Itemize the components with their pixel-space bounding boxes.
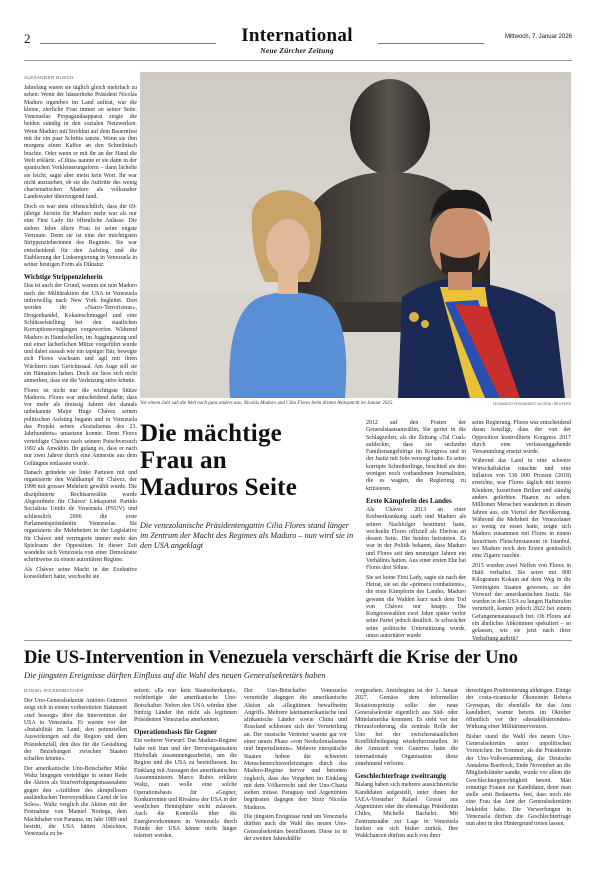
paragraph: Als Chávez 2013 an einer Krebserkrankung starb und Maduro als seinen Nachfolger bestimmt hatte, wechselte Flores offiziell als Ehefrau an dessen Seite. Die beiden heirateten. Es war in der Politik bekannt, dass Maduro und Flores seit den neunziger Jahren ein Verhältnis hatten. Aus einer ersten Ehe hat Flores drei Söhne. bbox=[366, 506, 466, 572]
masthead-rule-right bbox=[378, 43, 484, 44]
story2-column-5 bbox=[466, 688, 571, 848]
masthead-bottom-rule bbox=[24, 60, 572, 61]
section-title: International bbox=[241, 25, 353, 46]
story2-column-1 bbox=[24, 698, 127, 848]
story2-author: DANIEL RICKENBACHER bbox=[24, 688, 84, 693]
story2-teaser: Die jüngsten Ereignisse dürften Einfluss auf die Wahl des neuen Generalsekretärs haben bbox=[24, 670, 326, 680]
story1-headline: Die mächtige Frau an Maduros Seite bbox=[140, 420, 297, 501]
paragraph: Während das Land in eine schwere Wirtschaftskrise rutschte und eine Inflation von 130 000 Prozent (2018) erreichte, war Flores täglich mit teuren Kleidern, luxuriösen Brillen und ständig anders gefärbten Haaren zu sehen. Millionen Menschen wanderten in diesen Jahren aus, ein Viertel der Bevölkerung. Während die Mehrheit der Venezolaner so wenig zu essen hatte, zeigte sich Maduro zusammen mit Flores in einem luxuriösen Fleischrestaurant in Istanbul, wo Maduro noch den Ersten genüsslich eine Zigarre rauchte. bbox=[472, 458, 571, 560]
paragraph: Der Uno-Generalsekretär António Guterres zeigt sich in einem vorbereiteten Statement «tief besorgt» über die Intervention der USA in Venezuela. Er warnte vor der «Instabilität im Land, den potenziellen Auswirkungen auf die Region und dem Präzedenzfall, den dies für die Gestaltung der Beziehungen zwischen Staaten schaffen könnte». bbox=[24, 698, 127, 763]
newspaper-logo: Neue Zürcher Zeitung bbox=[260, 46, 334, 55]
subheading: Wichtige Strippenzieherin bbox=[24, 273, 103, 282]
issue-date: Mittwoch, 7. Januar 2026 bbox=[504, 34, 572, 40]
paragraph: setzen. «Es war kein Staatsoberhaupt», rechtfertigte der amerikanische Uno-Botschafter. Neben den USA würden über fünfzig Länder ihn nicht als legitimen Präsidenten Venezuelas anerkennen. bbox=[134, 688, 237, 724]
paragraph: Die jüngsten Ereignisse rund um Venezuela dürften auch die Wahl des neuen Uno-Generalsekretärs beeinflussen. Diese ist in der zweiten Jahreshälfte bbox=[244, 814, 347, 842]
page-number: 2 bbox=[24, 31, 31, 46]
paragraph: Doch es war stets offensichtlich, dass die 69-jährige Juristin für Maduro mehr war als nur eine First Lady für öffentliche Anlässe. Die sieben Jahre ältere Frau ist seine engste Vertraute. Denn sie ist eine der mächtigsten Strippenzieherinnen des Regimes. Sie war entscheidend für den Aufstieg und die Etablierung der Linksregierung in Venezuela in seiner heutigen Form als Diktatur. bbox=[24, 203, 137, 269]
story1-column-3 bbox=[366, 420, 466, 638]
paragraph: Flores ist nicht nur die wichtigste Stütze Maduros. Flores war entscheidend dafür, dass vor mehr als dreissig Jahren der damals unbekannte Major Hugo Chávez seinen politischen Aufstieg begann und in Venezuela das Projekt seines «Sozialismus des 21. Jahrhunderts» umsetzen konnte. Denn Flores verteidigte Chávez nach seinem Putschversuch 1992 als Anwältin. Ihr gelang es, dass er nach nur zwei Jahren durch eine Amnestie aus dem Gefängnis entlassen wurde. bbox=[24, 387, 137, 467]
subheading: Geschlechterfrage zweitrangig bbox=[355, 772, 447, 781]
paragraph: Als Chávez seine Macht in der Exekutive konsolidiert hatte, wechselte sie bbox=[24, 566, 137, 580]
story2-column-4 bbox=[355, 688, 458, 848]
story1-photo bbox=[140, 72, 571, 398]
paragraph: Jahrelang waren sie täglich gleich mehrfach zu sehen: Wenn der häuserhohe Präsident Nicolás Maduro irgendwo im Land auftrat, war die kleine, zierliche Frau immer an seiner Seite. Venezuelas Propagandaapparat zeigte die beiden ständig in den sozialen Netzwerken. Wenn Maduro mit Strohhut auf dem Bauernfest mit ihr ein paar Schritte tanzte. Wenn sie ihm morgens einen Kaffee an den Schreibtisch brachte. Oder wenn er mit ihr an der Hand die Welt erklärte. «Cilita» nannte er sie dann in der spanischen Verkleinerungsform – dann lächelte sie leicht, sagte aber meist kein Wort. Ihr war nicht anzusehen, ob sie die Auftritte des wenig charismatischen Maduro als volksnaher Landesvater überzeugend fand. bbox=[24, 85, 137, 201]
story-divider bbox=[24, 640, 572, 641]
paragraph: 2012 auf den Posten der Generalstaatsanwältin. Sie geriet in die Schlagzeilen, als die Zeitung «Tal Cual» aufdeckte, dass sie sechzehn Familienangehörige im Kongress und in der Justiz mit Jobs versorgt hatte. Es seien korrupte Schreiberlinge, beschied sie den wenigen noch vorhandenen Journalisten, die es wagten, die Regierung zu kritisieren. bbox=[366, 420, 466, 492]
masthead bbox=[0, 0, 594, 58]
masthead-rule-left bbox=[40, 43, 216, 44]
paragraph: Das ist auch der Grund, warum sie nun Maduro nach der Militäraktion der USA in Venezuela unfreiwillig nach New York begleitet. Dort werden ihr «Narco-Terrorismus», Drogenhandel, Kokainschmuggel und eine Schlüsselstellung bei den staatlichen Korruptionsvorgängen vorgeworfen. Während Maduro in Handschellen, im Jogginganzug und mit einer lächerlichen Mütze vorgeführt wurde und dabei aussah wie ein tapsiger Bär, bewegte sich Flores wachsam und agil mit ihren Wächtern zum Gerichtssaal. Am Auge soll sie ein Hämatom haben. Doch sie liess sich nicht anmerken, dass sie die Verletzung störe könnte. bbox=[24, 283, 137, 385]
subheading: Operationsbasis für Gegner bbox=[134, 728, 218, 737]
paragraph: Bislang haben sich mehrere aussichtsreiche Kandidaten aufgestellt, unter ihnen der IAEA-Vorsteher Rafael Grossi aus Argentinien oder die ehemalige Präsidentin Chiles, Michelle Bachelet. Mit Zentrumsnähe zur Lage in Venezuela hielten sie sich bisher zurück. Ihre Wahlchancen dürften auch von ihrer bbox=[355, 782, 458, 840]
story1-column-4 bbox=[472, 420, 571, 642]
story2-headline: Die US-Intervention in Venezuela verschärft die Krise der Uno bbox=[24, 648, 518, 668]
maduro-flores-photo bbox=[140, 72, 571, 398]
paragraph: 2015 wurden zwei Neffen von Flores in Haiti verhaftet. Sie seien mit 800 Kilogramm Kokain auf dem Weg in die Vereinigten Staaten gewesen, so der Vorwurf der amerikanischen Justiz. Sie wurden in den USA zu langen Haftstrafen verurteilt, kamen jedoch 2022 bei einem Gefangenenaustausch frei. Ob Flores auf ein ähnliches Abkommen spekuliert – so gelassen, wie sie jetzt nach ihrer Verhaftung auftritt? bbox=[472, 562, 571, 642]
subheading: Erste Kämpferin des Landes bbox=[366, 496, 452, 505]
story1-teaser: Die venezolanische Präsidentengattin Cilia Flores stand länger im Zentrum der Macht des Regimes als Maduro – nun wird sie in den USA angeklagt bbox=[140, 521, 354, 550]
paragraph: Der Uno-Botschafter Venezuelas verurteilte dagegen die amerikanische Aktion als «illegitimen bewaffneten Angriff». Mehrere lateinamerikanische und afrikanische Länder sowie China und Russland schlossen sich der Verurteilung an. Der russische Vertreter warnte gar vor einer neuen Phase «von Neokolonialismus und Imperialismus». Mehrere europäische Staaten hoben die schweren Menschenrechtsverletzungen durch das Maduro-Regime hervor und betonten zugleich, dass das Vorgehen im Einklang mit dem Völkerrecht und der Uno-Charta stehen müsse. Paraguay und Argentinien begrüssten dagegen den Sturz Nicolás Maduros. bbox=[244, 688, 347, 811]
photo-caption: Vor einem Jahr sah die Welt noch ganz anders aus: Nicolás Maduro und Cilia Flores beim dritten Amtsantritt im Januar 2025. bbox=[140, 401, 394, 406]
story2-column-3 bbox=[244, 688, 347, 848]
paragraph: seine Regierung. Flores war entscheidend daran beteiligt, dass der von der Opposition kontrollierte Kongress 2017 durch eine verfassunggebende Versammlung ersetzt wurde. bbox=[472, 420, 571, 456]
paragraph: Bisher stand die Wahl des neuen Uno-Generalsekretärs unter unpolitischen Vorzeichen. Im Sommer, als die Präsidentin der Uno-Vollversammlung, die Deutsche Annalena Baerbock, Ende November an die Mitgliedsländer sandte, wurde vor allem die Geschlechtergerechtigkeit betont. Man ermutige Frauen zur Kandidatur, denn man stelle «mit Bedauern» fest, dass noch nie eine Frau das Amt der Generalsekretärin bekleidet habe. Die Verwerfungen in Venezuela dürften die Geschlechterfrage nun aber in den Hintergrund treten lassen. bbox=[466, 733, 571, 828]
paragraph: vorgesehen. Amtsbeginn ist der 1. Januar 2027. Gemäss dem informellen Rotationsprinzip sollte der neue Generalsekretär eigentlich aus Süd- oder Mittelamerika kommen. Es sieht vor der Herausforderung, die zentrale Rolle der Uno bei der zwischenstaatlichen Konfliktbeilegung wiederherzustellen. In der Amtszeit von Guterres hatte die internationale Organisation diese zunehmend verloren. bbox=[355, 688, 458, 767]
story1-author: ALEXANDER BUSCH bbox=[24, 75, 74, 80]
photo-credit: LEONARDO FERNÁNDEZ VILORIA / REUTERS bbox=[492, 402, 571, 406]
paragraph: derzeitigen Positionierung abhängen. Einige der costa-ricanische Ökonomin Rebeca Grynspan, die ebenfalls für das Amt kandidiert, warnte bereits im Oktober öffentlich vor der «destabilisierenden» Wirkung einer Militärintervention. bbox=[466, 688, 571, 731]
paragraph: Ein weiterer Vorwurf: Das Maduro-Regime habe mit Iran und der Terrororganisation Hizbullah zusammengearbeitet, um die Region und die USA zu beeinflussen. Im Einklang mit Aussagen des amerikanischen Aussenministers Marco Rubio erklärte Waltz, man wolle eine solche Operationsbasis für «Gegner, Konkurrenten und Rivalen» der USA in der westlichen Hemisphäre nicht zulassen. Auch die Kontrolle über die Energievorkommen in Venezuela durch Feinde der USA könne nicht länger toleriert werden. bbox=[134, 738, 237, 840]
paragraph: Danach gründete sie linke Parteien mit und organisierte den Wahlkampf für Chávez, der 1998 mit grosser Mehrheit gewählt wurde. Die disziplinierte Rechtsanwältin wurde Abgeordnete für Chávez' Linkspartei Partido Socialista Unido de Venezuela (PSUV) und schliesslich 2006 die erste Parlamentspräsidentin Venezuelas. Sie organisierte die Mehrheiten in der Legislative für Chávez und verringerte immer mehr den Spielraum der Opposition. In dieser Zeit wandelte sich Venezuela von einer Demokratie schrittweise zu einem autoritären Regime. bbox=[24, 469, 137, 564]
story2-column-2 bbox=[134, 688, 237, 848]
paragraph: Sie sei keine First Lady, sagte sie nach der Heirat, sie sei die «primera combatiente», die erste Kämpferin des Landes. Maduro gewann die Wahlen kurz nach dem Tod von Chávez nur knapp. Die Kongresswahlen zwei Jahre später verlor seine Partei jedoch deutlich. Je schwächer seine politische Unterstützung wurde, umso autoritärer wurde bbox=[366, 574, 466, 640]
paragraph: Der amerikanische Uno-Botschafter Mike Waltz hingegen verteidigte in seiner Rede die Aktion als Strafverfolgungsmassnahme gegen den «Anführer des skrupellosen ausländischen Terrorsyndikats Cartel de los Soles». Waltz verglich die Aktion mit der Festnahme von Manuel Noriega, dem Machthaber von Panama, im Jahr 1989 und bestritt, die USA hätten Absichten, Venezuela zu be- bbox=[24, 765, 127, 838]
